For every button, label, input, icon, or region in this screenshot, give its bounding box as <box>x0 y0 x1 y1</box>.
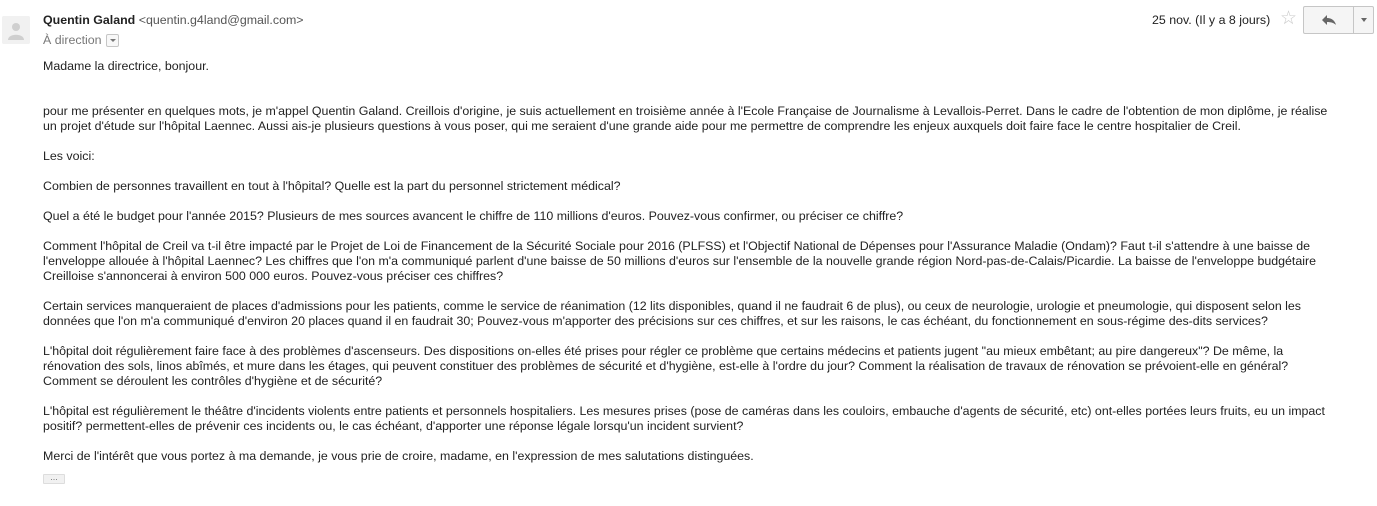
star-icon[interactable]: ☆ <box>1280 8 1298 29</box>
paragraph-question-ascenseurs: L'hôpital doit régulièrement faire face à des problèmes d'ascenseurs. Des dispositions on-elles été prises pour régler ce problème que certains médecins et patients jugent "au mieux embêtant; au pire dangereux"? De même, la rénovation des sols, linos abîmés, et mure dans les étages, qui peuvent constituer des problèmes de sécurité et d'hygiène, est-elle à l'ordre du jour? Comment la réalisation de travaux de rénovation se prévoient-elle en général? Comment se déroulent les contrôles d'hygiène et de sécurité? <box>43 344 1289 388</box>
recipient-details-toggle[interactable] <box>106 34 119 47</box>
paragraph-question-incidents: L'hôpital est régulièrement le théâtre d'incidents violents entre patients et personnels hospitaliers. Les mesures prises (pose de caméras dans les couloirs, embauche d'agents de sécurité, etc) ont-elles portées leurs fruits, eu un impact positif? permettent-elles de prévenir ces incidents ou, le cas échéant, d'apporter une réponse légale lorsqu'un incident survient? <box>43 404 1325 433</box>
reply-button-group <box>1303 6 1374 34</box>
paragraph-les-voici: Les voici: <box>43 149 95 163</box>
recipient-label: À direction <box>43 33 102 47</box>
paragraph-intro: pour me présenter en quelques mots, je m'appel Quentin Galand. Creillois d'origine, je suis actuellement en troisième année à l'Ecole Française de Journalisme à Levallois-Perret. Dans le cadre de l'obtention de mon diplôme, je réalise un projet d'étude sur l'hôpital Laennec. Aussi ais-je plusieurs questions à vous poser, qui me seraient d'une grande aide pour me permettre de comprendre les enjeux auxquels doit faire face le centre hospitalier de Creil. <box>43 104 1328 133</box>
paragraph-question-staff: Combien de personnes travaillent en tout à l'hôpital? Quelle est la part du personnel strictement médical? <box>43 179 621 193</box>
show-trimmed-content-button[interactable]: ... <box>43 474 65 484</box>
sender-email[interactable]: <quentin.g4land@gmail.com> <box>138 13 304 27</box>
reply-button[interactable] <box>1304 7 1354 33</box>
greeting: Madame la directrice, bonjour. <box>43 59 209 73</box>
paragraph-closing: Merci de l'intérêt que vous portez à ma demande, je vous prie de croire, madame, en l'expression de mes salutations distinguées. <box>43 449 754 463</box>
paragraph-question-plfss: Comment l'hôpital de Creil va t-il être impacté par le Projet de Loi de Financement de la Sécurité Sociale pour 2016 (PLFSS) et l'Objectif National de Dépenses pour l'Assurance Maladie (Ondam)? Faut t-il s'attendre à une baisse de l'enveloppe allouée à l'hôpital Laennec? Les chiffres que l'on m'a communiqué parlent d'une baisse de 50 millions d'euros sur l'ensemble de la nouvelle grande région Nord-pas-de-Calais/Picardie. La baisse de l'enveloppe budgétaire Creilloise s'annoncerai à environ 500 000 euros. Pouvez-vous préciser ces chiffres? <box>43 239 1317 283</box>
sender-line <box>43 13 304 27</box>
message-date: 25 nov. (Il y a 8 jours) <box>1152 13 1271 27</box>
recipient-line <box>43 33 119 47</box>
paragraph-question-budget: Quel a été le budget pour l'année 2015? Plusieurs de mes sources avancent le chiffre de 110 millions d'euros. Pouvez-vous confirmer, ou préciser ce chiffre? <box>43 209 904 223</box>
person-silhouette-icon <box>2 16 30 44</box>
chevron-down-icon <box>1361 18 1367 22</box>
sender-name[interactable]: Quentin Galand <box>43 13 136 27</box>
paragraph-question-services: Certain services manqueraient de places d'admissions pour les patients, comme le service de réanimation (12 lits disponibles, quand il ne faudrait 6 de plus), ou ceux de neurologie, urologie et pneumologie, qui disposent selon les données que l'on m'a communiqué d'environ 20 places quand il en faudrait 30; Pouvez-vous m'apporter des précisions sur ces chiffres, et sur les raisons, le cas échéant, du fonctionnement en sous-régime des-dits services? <box>43 299 1301 328</box>
message-body <box>43 59 1343 464</box>
sender-avatar[interactable] <box>2 16 30 44</box>
more-options-button[interactable] <box>1354 7 1373 33</box>
reply-arrow-icon <box>1321 14 1337 26</box>
